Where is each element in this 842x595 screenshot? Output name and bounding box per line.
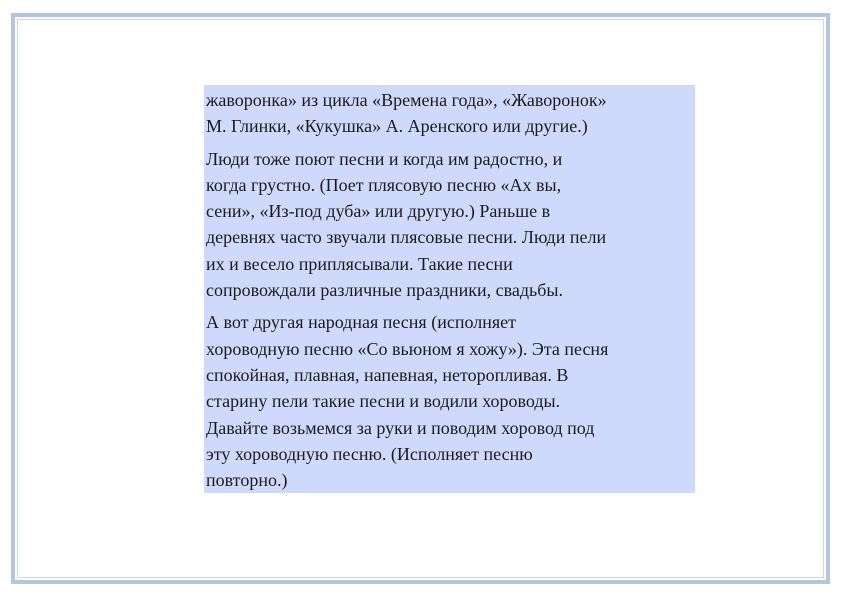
paragraph-2: Люди тоже поют песни и когда им радостно, и когда грустно. (Поет плясовую песню «Ах вы, сени», «Из-под дуба» или другую.) Раньше в деревнях часто звучали плясовые песни. Люди пели их и весело приплясывали. Такие песни сопровождали различные праздники, свадьбы. [206,148,607,301]
paragraph-1: жаворонка» из цикла «Времена года», «Жаворонок» М. Глинки, «Кукушка» А. Аренского или другие.) [206,90,607,137]
paragraph-3: А вот другая народная песня (исполняет хороводную песню «Со вьюном я хожу»). Эта песня спокойная, плавная, напевная, неторопливая. В старину пели такие песни и водили хороводы. Давайте возьмемся за руки и поводим хоровод под эту хороводную песню. (Исполняет песню повторно.) [206,312,609,491]
text-block [204,85,695,493]
